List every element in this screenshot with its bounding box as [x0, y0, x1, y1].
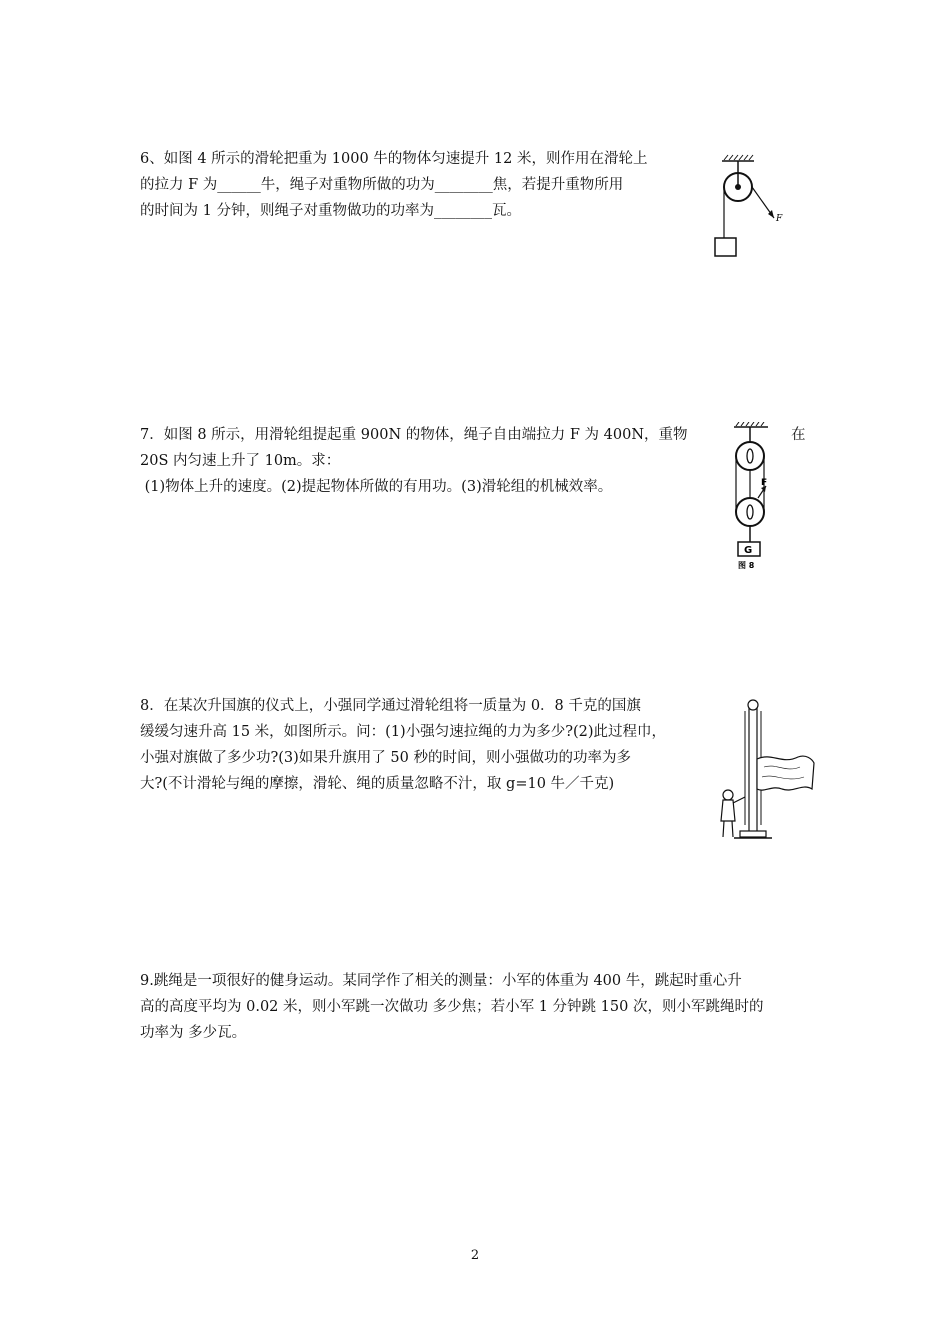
question-8-line-2: 缓缓匀速升高 15 米，如图所示。问：(1)小强匀速拉绳的力为多少?(2)此过程巾， — [140, 724, 667, 740]
question-9-line-3: 功率为 多少瓦。 — [140, 1025, 247, 1041]
pulley-block-caption: 图 8 — [738, 561, 755, 570]
question-9-line-1: 9.跳绳是一项很好的健身运动。某同学作了相关的测量：小军的体重为 400 牛，跳起时重心升 — [140, 973, 742, 989]
question-8 — [140, 693, 666, 797]
pulley-figure-4-force-label: F — [776, 214, 783, 224]
question-6-line-3: 的时间为 1 分钟，则绳子对重物做功的功率为________瓦。 — [140, 203, 521, 219]
question-7-line-2: 20S 内匀速上升了 10m。求： — [140, 453, 341, 469]
pulley-block-force-label: F — [761, 478, 768, 488]
question-7-line-1-tail: 在 — [791, 427, 806, 443]
question-8-line-4: 大?(不计滑轮与绳的摩擦，滑轮、绳的质量忽略不汁，取 g=10 牛／千克) — [140, 776, 615, 792]
question-6-line-1: 6、如图 4 所示的滑轮把重为 1000 牛的物体匀速提升 12 米，则作用在滑轮上 — [140, 151, 648, 167]
pulley-block-figure-8 — [728, 422, 792, 574]
question-6-line-2: 的拉力 F 为______牛，绳子对重物所做的功为________焦，若提升重物所用 — [140, 177, 624, 193]
pulley-figure-4 — [712, 152, 792, 262]
question-9-line-2: 高的高度平均为 0.02 米，则小军跳一次做功 多少焦；若小军 1 分钟跳 150 次，则小军跳绳时的 — [140, 999, 764, 1015]
question-6 — [140, 146, 647, 224]
page-number: 2 — [470, 1248, 480, 1263]
question-8-line-3: 小强对旗做了多少功?(3)如果升旗用了 50 秒的时间，则小强做功的功率为多 — [140, 750, 631, 766]
flag-raising-illustration — [714, 697, 820, 847]
question-9 — [140, 968, 763, 1046]
question-7-line-1-text: 7．如图 8 所示，用滑轮组提起重 900N 的物体，绳子自由端拉力 F 为 400N，重物 — [140, 427, 688, 443]
pulley-block-weight-label: G — [744, 545, 753, 556]
question-8-line-1: 8．在某次升国旗的仪式上，小强同学通过滑轮组将一质量为 0．8 千克的国旗 — [140, 698, 641, 714]
question-7 — [140, 422, 810, 500]
question-7-line-1 — [140, 422, 810, 448]
question-7-line-3: (1)物体上升的速度。(2)提起物体所做的有用功。(3)滑轮组的机械效率。 — [140, 479, 613, 495]
